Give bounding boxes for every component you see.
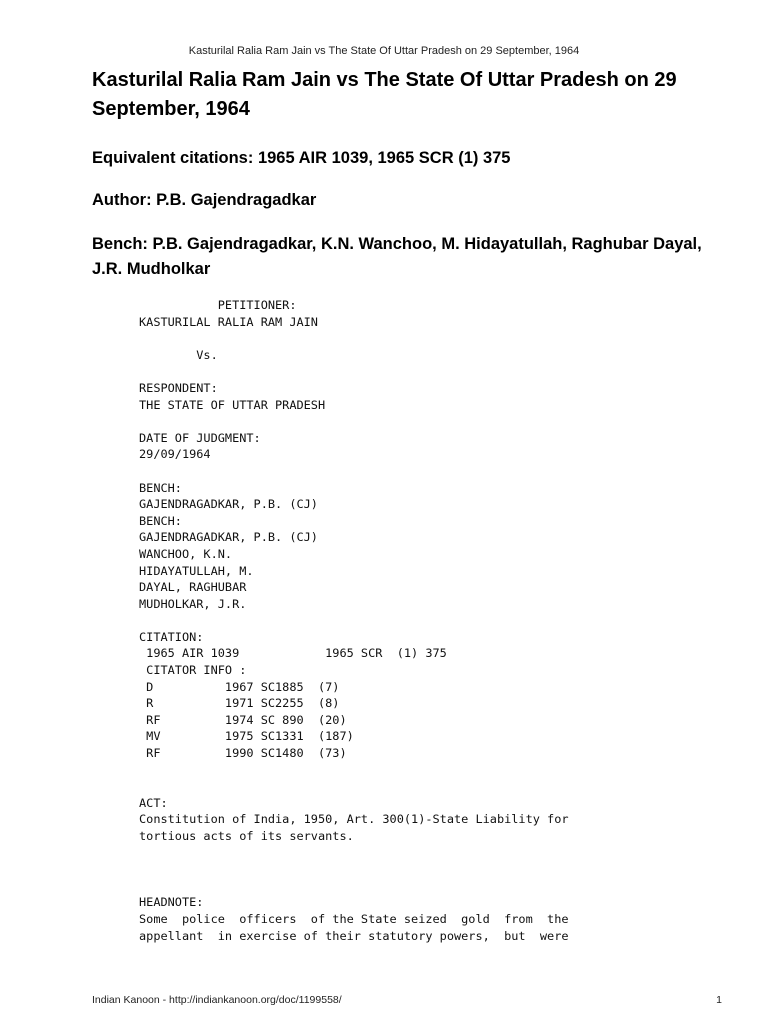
running-header: Kasturilal Ralia Ram Jain vs The State Of Uttar Pradesh on 29 September, 1964 xyxy=(188,45,580,57)
document-title: Kasturilal Ralia Ram Jain vs The State Of Uttar Pradesh on 29 September, 1964 xyxy=(92,69,677,120)
footer-source: Indian Kanoon - http://indiankanoon.org/doc/1199558/ xyxy=(92,994,342,1006)
page-number: 1 xyxy=(716,994,722,1006)
bench-line: Bench: P.B. Gajendragadkar, K.N. Wanchoo, M. Hidayatullah, Raghubar Dayal, J.R. Mudholkar xyxy=(92,235,702,278)
author-line: Author: P.B. Gajendragadkar xyxy=(92,191,317,209)
equivalent-citations: Equivalent citations: 1965 AIR 1039, 1965 SCR (1) 375 xyxy=(92,149,511,167)
judgment-body-text: PETITIONER: KASTURILAL RALIA RAM JAIN Vs. RESPONDENT: THE STATE OF UTTAR PRADESH DATE OF JUDGMENT: 29/09/1964 BENCH: GAJENDRAGADKAR, P.B. (CJ) BENCH: GAJENDRAGADKAR, P.B. (CJ) WANCHOO, K.N. HIDAYATULLAH, M. DAYAL, RAGHUBAR MUDHOLKAR, J.R. CITATION: 1965 AIR 1039 1965 SCR (1) 375 CITATOR INFO : D 1967 SC1885 (7) R 1971 SC2255 (8) RF 1974 SC 890 (20) MV 1975 SC1331 (187) RF 1990 SC1480 (73) ACT: Constitution of India, 1950, Art. 300(1)-State Liability for tortious acts of its servants. HEADNOTE: Some police officers of the State seized gold from the appellant in exercise of their statutory powers, but were xyxy=(139,298,569,943)
